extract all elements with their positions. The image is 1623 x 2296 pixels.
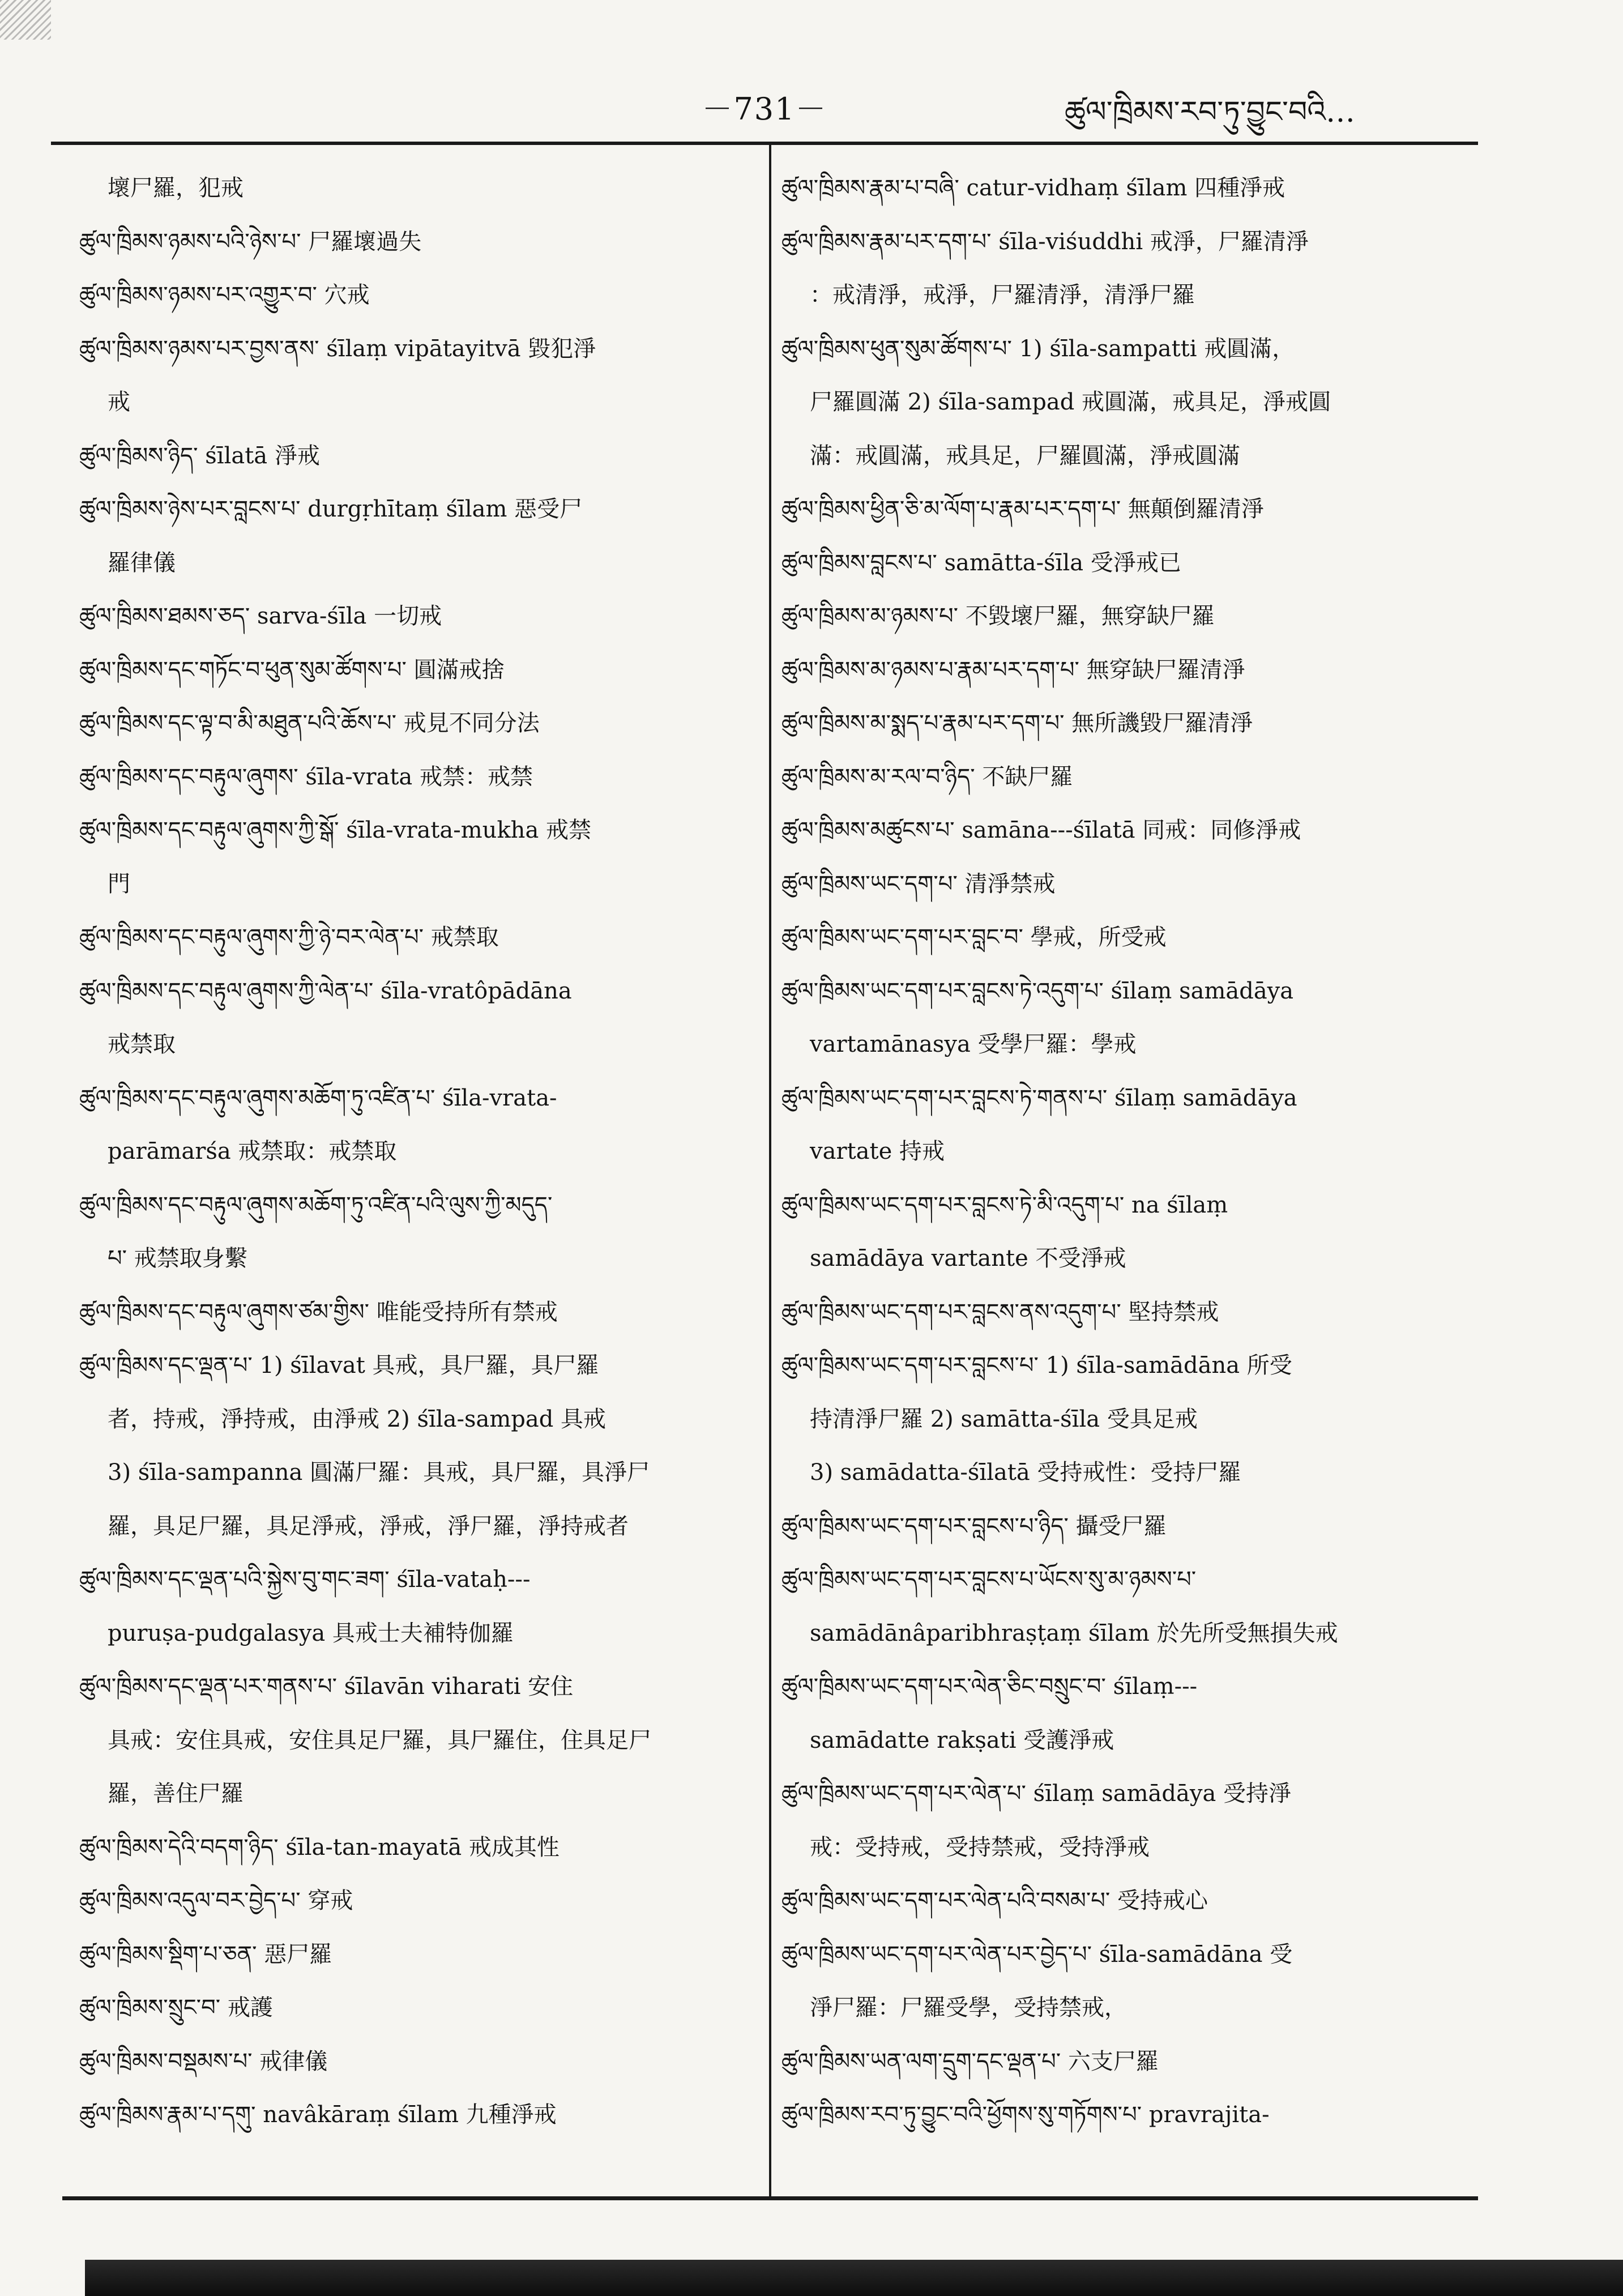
dictionary-entry: ཚུལ་ཁྲིམས་ཡང་དག་པར་བླངས་ཏེ་གནས་པ་ śīlaṃ samādāya <box>781 1085 1297 1111</box>
entry-continuation: 戒 <box>108 389 130 415</box>
entry-continuation: 滿：戒圓滿，戒具足，尸羅圓滿，淨戒圓滿 <box>810 442 1240 469</box>
dictionary-entry: ཚུལ་ཁྲིམས་ཡང་དག་པར་བླང་བ་ 學戒，所受戒 <box>781 924 1167 950</box>
dictionary-entry: ཚུལ་ཁྲིམས་ཡང་དག་པར་བླངས་པ་ 1) śīla-samādāna 所受 <box>781 1352 1292 1379</box>
page-number: －731－ <box>702 91 827 127</box>
entry-continuation: vartate 持戒 <box>810 1138 945 1164</box>
entry-continuation: 3) samādatta-śīlatā 受持戒性：受持尸羅 <box>810 1459 1241 1486</box>
entry-continuation: ：戒清淨，戒淨，尸羅清淨，清淨尸羅 <box>810 282 1195 308</box>
entry-continuation: 淨尸羅：尸羅受學，受持禁戒， <box>810 1995 1127 2021</box>
entry-continuation: 者，持戒，淨持戒，由淨戒 2) śīla-sampad 具戒 <box>108 1406 607 1432</box>
entry-continuation: 羅律儀 <box>108 549 176 576</box>
column-divider <box>769 142 771 2197</box>
dictionary-entry: ཚུལ་ཁྲིམས་དང་ལྡན་པར་གནས་པ་ śīlavān viharati 安住 <box>79 1674 574 1700</box>
dictionary-entry: ཚུལ་ཁྲིམས་སྡིག་པ་ཅན་ 惡尸羅 <box>79 1941 332 1968</box>
dictionary-entry: ཚུལ་ཁྲིམས་དང་ལྟ་བ་མི་མཐུན་པའི་ཆོས་པ་ 戒見不同分法 <box>79 710 540 736</box>
dictionary-entry: ཚུལ་ཁྲིམས་ཡང་དག་པར་བླངས་པ་ཉིད་ 攝受尸羅 <box>781 1513 1167 1539</box>
entry-continuation: 羅，具足尸羅，具足淨戒，淨戒，淨尸羅，淨持戒者 <box>108 1513 629 1539</box>
entry-continuation: 具戒：安住具戒，安住具足尸羅，具尸羅住，住具足尸 <box>108 1727 651 1753</box>
entry-continuation: 尸羅圓滿 2) śīla-sampad 戒圓滿，戒具足，淨戒圓 <box>810 389 1331 415</box>
dictionary-entry: ཚུལ་ཁྲིམས་ཕྱིན་ཅི་མ་ལོག་པ་རྣམ་པར་དག་པ་ 無顛倒羅清淨 <box>781 496 1264 522</box>
dictionary-entry: ཚུལ་ཁྲིམས་ཐམས་ཅད་ sarva-śīla 一切戒 <box>79 603 442 629</box>
dictionary-entry: ཚུལ་ཁྲིམས་ཡང་དག་པར་ལེན་པར་བྱེད་པ་ śīla-samādāna 受 <box>781 1941 1293 1968</box>
scan-artifact <box>0 0 51 40</box>
dictionary-entry: ཚུལ་ཁྲིམས་དང་བརྟུལ་ཞུགས་ཀྱི་ལེན་པ་ śīla-vratôpādāna <box>79 978 572 1004</box>
dictionary-entry: ཚུལ་ཁྲིམས་དེའི་བདག་ཉིད་ śīla-tan-mayatā 戒成其性 <box>79 1834 559 1860</box>
right-column <box>781 161 1478 2142</box>
dictionary-entry: ཚུལ་ཁྲིམས་རྣམ་པ་དགུ་ navâkāraṃ śīlam 九種淨戒 <box>79 2102 557 2128</box>
entry-continuation: vartamānasya 受學尸羅：學戒 <box>810 1031 1137 1057</box>
entry-continuation: 3) śīla-sampanna 圓滿尸羅：具戒，具尸羅，具淨尸 <box>108 1459 650 1486</box>
dictionary-entry: ཚུལ་ཁྲིམས་མ་སྨད་པ་རྣམ་པར་དག་པ་ 無所譏毀尸羅清淨 <box>781 710 1253 736</box>
entry-continuation: puruṣa-pudgalasya 具戒士夫補特伽羅 <box>108 1620 514 1646</box>
dictionary-entry: ཚུལ་ཁྲིམས་དང་བརྟུལ་ཞུགས་མཆོག་ཏུ་འཛིན་པ་ śīla-vrata- <box>79 1085 557 1111</box>
dictionary-entry: ཚུལ་ཁྲིམས་མ་ཉམས་པ་ 不毀壞尸羅，無穿缺尸羅 <box>781 603 1215 629</box>
left-column <box>79 161 759 2142</box>
entry-continuation: 持清淨尸羅 2) samātta-śīla 受具足戒 <box>810 1406 1198 1432</box>
entry-continuation: samādāya vartante 不受淨戒 <box>810 1245 1126 1271</box>
entry-continuation: samādānâparibhraṣṭaṃ śīlam 於先所受無損失戒 <box>810 1620 1338 1646</box>
scan-edge-shadow <box>85 2260 1623 2296</box>
top-rule <box>51 142 1478 145</box>
running-head: ཚུལ་ཁྲིམས་རབ་ཏུ་བྱུང་བའི… <box>1065 95 1356 129</box>
dictionary-entry: ཚུལ་ཁྲིམས་ཡང་དག་པར་བླངས་ཏེ་མི་འདུག་པ་ na śīlaṃ <box>781 1192 1228 1218</box>
dictionary-entry: ཚུལ་ཁྲིམས་ཉེས་པར་བླངས་པ་ durgṛhītaṃ śīlam 惡受尸 <box>79 496 583 522</box>
dictionary-entry: ཚུལ་ཁྲིམས་ཡང་དག་པར་ལེན་པ་ śīlaṃ samādāya 受持淨 <box>781 1781 1292 1807</box>
dictionary-entry: ཚུལ་ཁྲིམས་ཉམས་པར་བྱས་ནས་ śīlaṃ vipātayitvā 毀犯淨 <box>79 335 596 362</box>
dictionary-entry: ཚུལ་ཁྲིམས་ཡང་དག་པར་ལེན་ཅིང་བསྲུང་བ་ śīlaṃ--- <box>781 1674 1198 1700</box>
dictionary-entry: ཚུལ་ཁྲིམས་ཕུན་སུམ་ཚོགས་པ་ 1) śīla-sampatti 戒圓滿， <box>781 335 1295 362</box>
dictionary-entry: ཚུལ་ཁྲིམས་དང་བརྟུལ་ཞུགས་ཙམ་གྱིས་ 唯能受持所有禁戒 <box>79 1299 558 1325</box>
dictionary-entry: ཚུལ་ཁྲིམས་དང་ལྡན་པའི་སྐྱེས་བུ་གང་ཟག་ śīla-vataḥ--- <box>79 1567 531 1593</box>
dictionary-entry: ཚུལ་ཁྲིམས་ཉམས་པའི་ཉེས་པ་ 尸羅壞過失 <box>79 228 422 255</box>
dictionary-entry: ཚུལ་ཁྲིམས་ཉིད་ śīlatā 淨戒 <box>79 442 320 469</box>
dictionary-entry: ཚུལ་ཁྲིམས་མཚུངས་པ་ samāna---śīlatā 同戒：同修淨戒 <box>781 817 1301 843</box>
dictionary-entry: ཚུལ་ཁྲིམས་དང་བརྟུལ་ཞུགས་ཀྱི་སྒོ་ śīla-vrata-mukha 戒禁 <box>79 817 592 843</box>
dictionary-entry: ཚུལ་ཁྲིམས་དང་གཏོང་བ་ཕུན་སུམ་ཚོགས་པ་ 圓滿戒捨 <box>79 656 505 683</box>
entry-continuation: 門 <box>108 870 130 897</box>
dictionary-entry: ཚུལ་ཁྲིམས་དང་བརྟུལ་ཞུགས་ཀྱི་ཉེ་བར་ལེན་པ་ 戒禁取 <box>79 924 499 950</box>
entry-continuation: 羅，善住尸羅 <box>108 1781 244 1807</box>
dictionary-entry: ཚུལ་ཁྲིམས་ཉམས་པར་འགྱུར་བ་ 穴戒 <box>79 282 370 308</box>
entry-continuation: པ་ 戒禁取身繫 <box>108 1245 247 1271</box>
dictionary-entry: ཚུལ་ཁྲིམས་མ་རལ་བ་ཉིད་ 不缺尸羅 <box>781 763 1073 790</box>
dictionary-entry: ཚུལ་ཁྲིམས་བླངས་པ་ samātta-śīla 受淨戒已 <box>781 549 1181 576</box>
dictionary-entry: ཚུལ་ཁྲིམས་རྣམ་པ་བཞི་ catur-vidhaṃ śīlam 四種淨戒 <box>781 175 1285 201</box>
bottom-rule <box>62 2196 1478 2200</box>
entry-continuation: 戒：受持戒，受持禁戒，受持淨戒 <box>810 1834 1150 1860</box>
dictionary-entry: ཚུལ་ཁྲིམས་དང་བརྟུལ་ཞུགས་མཆོག་ཏུ་འཛིན་པའི་ལུས་ཀྱི་མདུད་ <box>79 1192 553 1218</box>
dictionary-entry: ཚུལ་ཁྲིམས་ཡང་དག་པ་ 清淨禁戒 <box>781 870 1056 897</box>
entry-continuation: 壞尸羅，犯戒 <box>108 175 244 201</box>
dictionary-entry: ཚུལ་ཁྲིམས་འདུལ་བར་བྱེད་པ་ 穿戒 <box>79 1888 353 1914</box>
dictionary-entry: ཚུལ་ཁྲིམས་ཡང་དག་པར་བླངས་ཏེ་འདུག་པ་ śīlaṃ samādāya <box>781 978 1294 1004</box>
entry-continuation: samādatte rakṣati 受護淨戒 <box>810 1727 1114 1753</box>
entry-continuation: 戒禁取 <box>108 1031 176 1057</box>
dictionary-entry: ཚུལ་ཁྲིམས་བསྡམས་པ་ 戒律儀 <box>79 2048 328 2075</box>
dictionary-entry: ཚུལ་ཁྲིམས་ཡང་དག་པར་བླངས་པ་ཡོངས་སུ་མ་ཉམས་པ་ <box>781 1567 1197 1593</box>
dictionary-entry: ཚུལ་ཁྲིམས་སྲུང་བ་ 戒護 <box>79 1995 273 2021</box>
dictionary-entry: ཚུལ་ཁྲིམས་ཡན་ལག་དྲུག་དང་ལྡན་པ་ 六支尸羅 <box>781 2048 1159 2075</box>
dictionary-entry: ཚུལ་ཁྲིམས་རྣམ་པར་དག་པ་ śīla-viśuddhi 戒淨，尸羅清淨 <box>781 228 1309 255</box>
dictionary-entry: ཚུལ་ཁྲིམས་ཡང་དག་པར་བླངས་ནས་འདུག་པ་ 堅持禁戒 <box>781 1299 1219 1325</box>
dictionary-entry: ཚུལ་ཁྲིམས་མ་ཉམས་པ་རྣམ་པར་དག་པ་ 無穿缺尸羅清淨 <box>781 656 1245 683</box>
dictionary-entry: ཚུལ་ཁྲིམས་དང་བརྟུལ་ཞུགས་ śīla-vrata 戒禁：戒禁 <box>79 763 533 790</box>
dictionary-entry: ཚུལ་ཁྲིམས་ཡང་དག་པར་ལེན་པའི་བསམ་པ་ 受持戒心 <box>781 1888 1208 1914</box>
dictionary-entry: ཚུལ་ཁྲིམས་རབ་ཏུ་བྱུང་བའི་ཕྱོགས་སུ་གཏོགས་པ་ pravrajita- <box>781 2102 1270 2128</box>
dictionary-entry: ཚུལ་ཁྲིམས་དང་ལྡན་པ་ 1) śīlavat 具戒，具尸羅，具尸羅 <box>79 1352 599 1379</box>
entry-continuation: parāmarśa 戒禁取：戒禁取 <box>108 1138 397 1164</box>
